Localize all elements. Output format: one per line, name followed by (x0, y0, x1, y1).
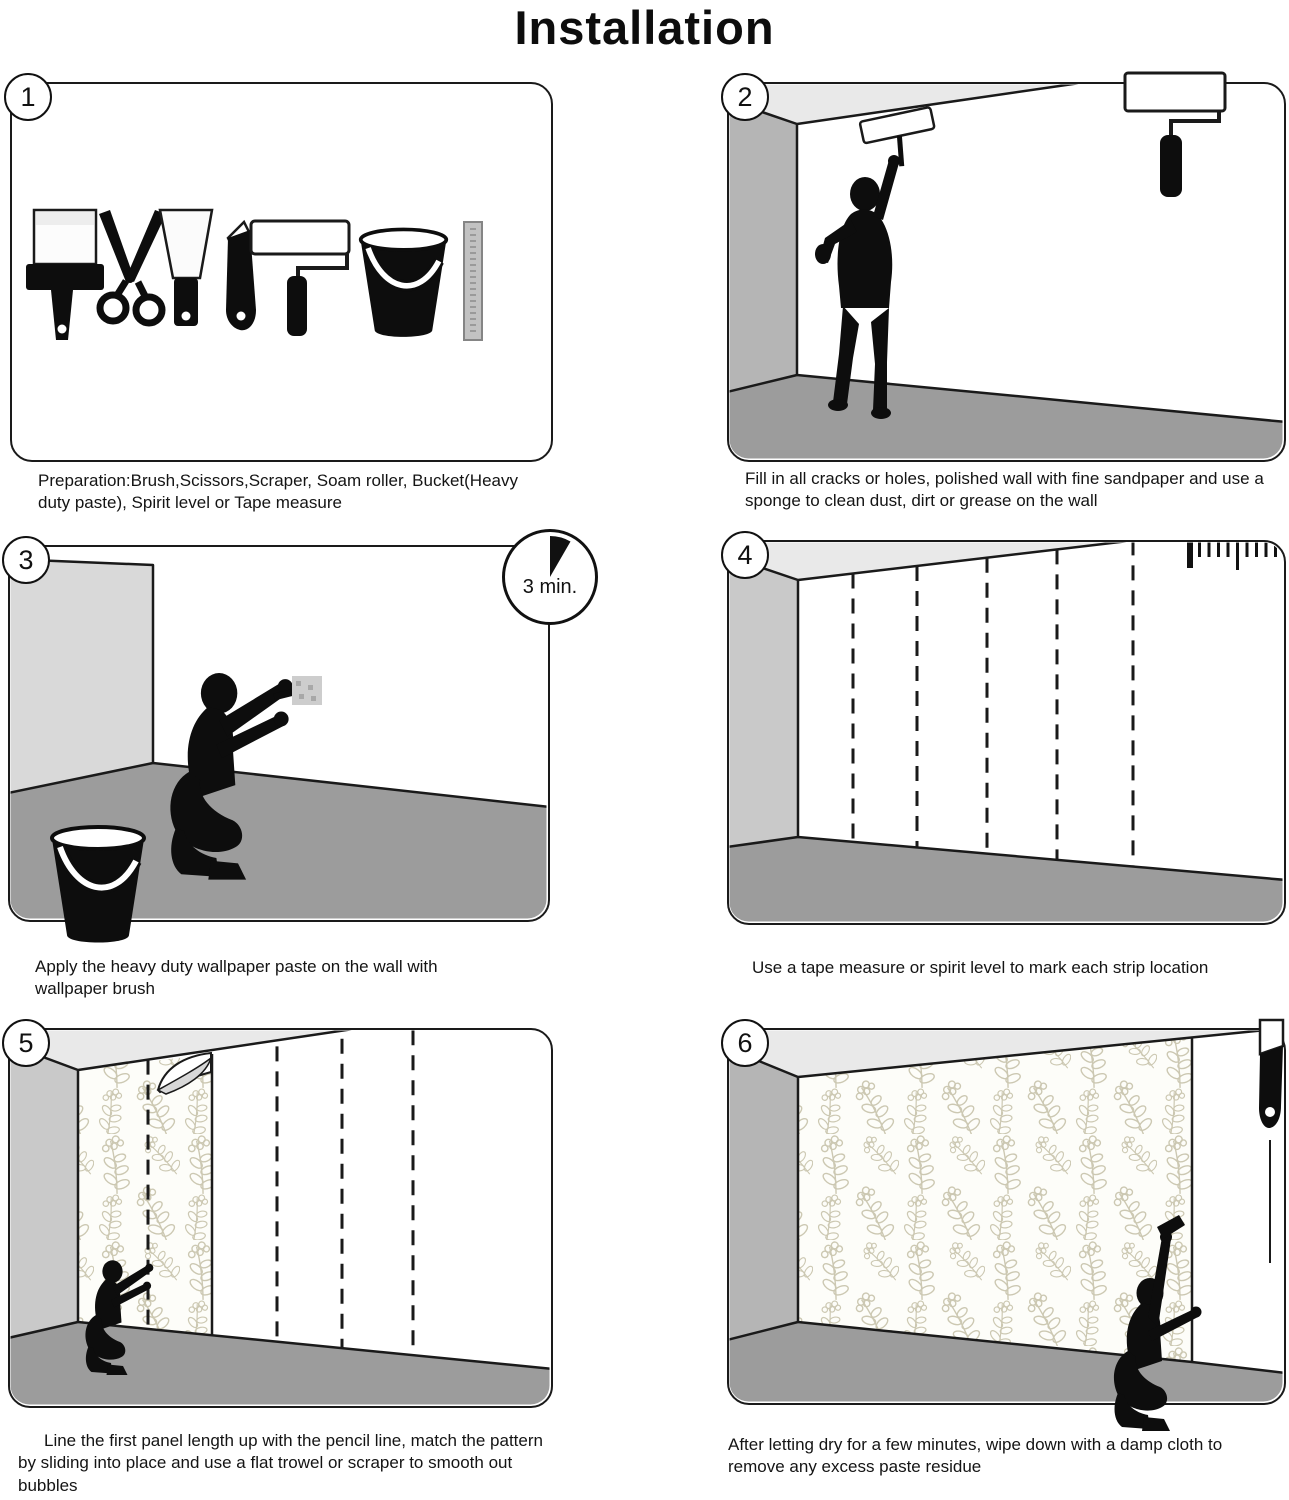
timer-icon (502, 529, 598, 625)
room-illustration (727, 540, 1286, 925)
step-caption-5: Line the first panel length up with the pencil line, match the pattern by sliding into place and use a flat trowel or scraper to smooth out bubbles (18, 1431, 543, 1495)
page-title: Installation (514, 1, 775, 54)
side-wall (8, 1044, 78, 1338)
scissors-icon (99, 210, 166, 323)
timer-label: 3 min. (522, 576, 578, 598)
scraper-icon (160, 210, 212, 326)
paintbrush-icon (26, 210, 104, 340)
room-illustration (8, 1028, 553, 1408)
step-caption-3: Apply the heavy duty wallpaper paste on the wall with wallpaper brush (35, 957, 438, 999)
tools-illustration (10, 82, 553, 462)
paint-roller-icon (1125, 73, 1225, 197)
step-panel-5 (8, 1028, 553, 1408)
bucket-icon (52, 827, 144, 943)
strip-marking-lines (853, 540, 1133, 866)
side-wall (727, 556, 798, 847)
utility-knife-icon (1259, 1020, 1283, 1128)
paint-roller-icon (251, 221, 349, 336)
spirit-level-icon (464, 222, 482, 340)
person-silhouette (1113, 1215, 1201, 1431)
step-caption-1: Preparation:Brush,Scissors,Scraper, Soam roller, Bucket(Heavy duty paste), Spirit level or Tape measure (38, 471, 518, 513)
step-caption-6: After letting dry for a few minutes, wipe down with a damp cloth to remove any excess paste residue (728, 1435, 1223, 1477)
step-panel-1 (10, 82, 553, 462)
floor (727, 837, 1286, 925)
step-number-badge: 1 (4, 73, 52, 121)
bucket-icon (360, 229, 446, 336)
step-panel-3 (8, 544, 578, 922)
step-caption-4: Use a tape measure or spirit level to mark each strip location (752, 958, 1209, 977)
step-panel-2 (727, 82, 1286, 462)
step-panel-4 (727, 540, 1286, 925)
step-number-badge: 3 (2, 536, 50, 584)
step-number-badge: 4 (721, 531, 769, 579)
step-caption-2: Fill in all cracks or holes, polished wall with fine sandpaper and use a sponge to clean dust, dirt or grease on the wall (745, 469, 1264, 511)
step-number-badge: 6 (721, 1019, 769, 1067)
step-panel-6 (727, 1028, 1286, 1405)
step-number-badge: 2 (721, 73, 769, 121)
ruler-icon (1190, 542, 1284, 570)
step-number-badge: 5 (2, 1019, 50, 1067)
